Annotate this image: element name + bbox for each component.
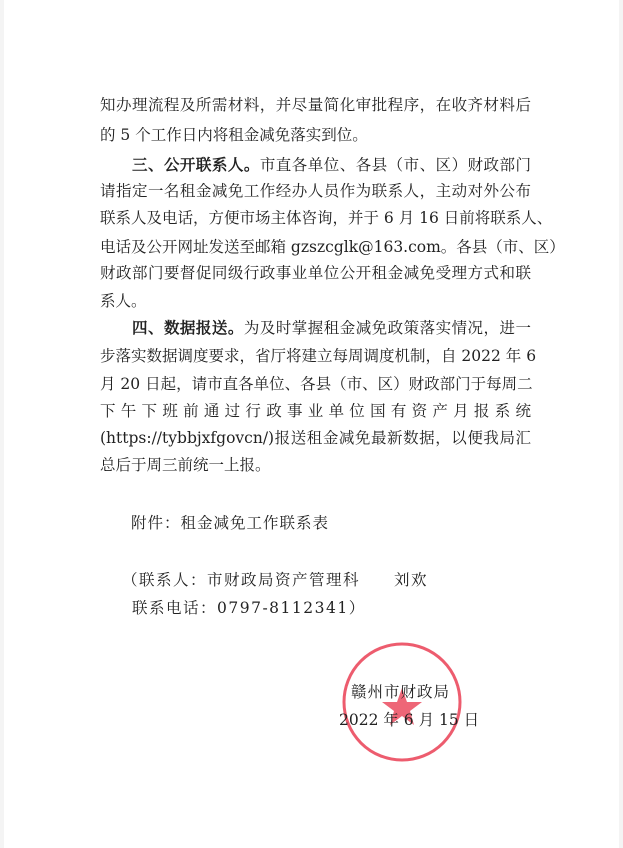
body-line: 电话及公开网址发送至邮箱 gzszcglk@163.com。各县（市、区） (100, 238, 565, 256)
body-line: 总后于周三前统一上报。 (100, 456, 271, 474)
body-line: 请指定一名租金减免工作经办人员作为联系人，主动对外公布 (100, 182, 531, 200)
signing-organization: 赣州市财政局 (351, 683, 451, 701)
body-line: 步落实数据调度要求，省厅将建立每周调度机制，自 2022 年 6 (100, 347, 537, 365)
document-page (4, 0, 619, 848)
body-text: 为及时掌握租金减免政策落实情况，进一 (243, 319, 531, 337)
section-three-first-line (132, 155, 531, 175)
body-line: 的 5 个工作日内将租金减免落实到位。 (100, 126, 368, 144)
body-line: 月 20 日起，请市直各单位、各县（市、区）财政部门于每周二 (100, 375, 533, 393)
attachment-label: 附件：租金减免工作联系表 (131, 514, 330, 532)
section-four-first-line (132, 318, 531, 338)
section-four-heading: 四、数据报送。 (132, 318, 244, 337)
body-line: 财政部门要督促同级行政事业单位公开租金减免受理方式和联 (100, 264, 531, 282)
body-line: 知办理流程及所需材料，并尽量简化审批程序，在收齐材料后 (100, 96, 531, 114)
body-line: 系人。 (100, 292, 147, 310)
body-line: (https://tybbjxfgovcn/)报送租金减免最新数据，以便我局汇 (100, 429, 531, 447)
body-line: 联系人及电话，方便市场主体咨询，并于 6 月 16 日前将联系人、 (100, 209, 553, 227)
section-three-heading: 三、公开联系人。 (132, 155, 260, 174)
official-seal-stamp (340, 640, 464, 764)
signing-date: 2022 年 6 月 15 日 (339, 711, 480, 729)
contact-person: （联系人：市财政局资产管理科 刘欢 (122, 571, 429, 589)
body-text: 市直各单位、各县（市、区）财政部门 (259, 156, 531, 174)
body-line: 下午下班前通过行政事业单位国有资产月报系统 (100, 402, 531, 420)
contact-phone: 联系电话：0797-8112341） (132, 599, 366, 617)
